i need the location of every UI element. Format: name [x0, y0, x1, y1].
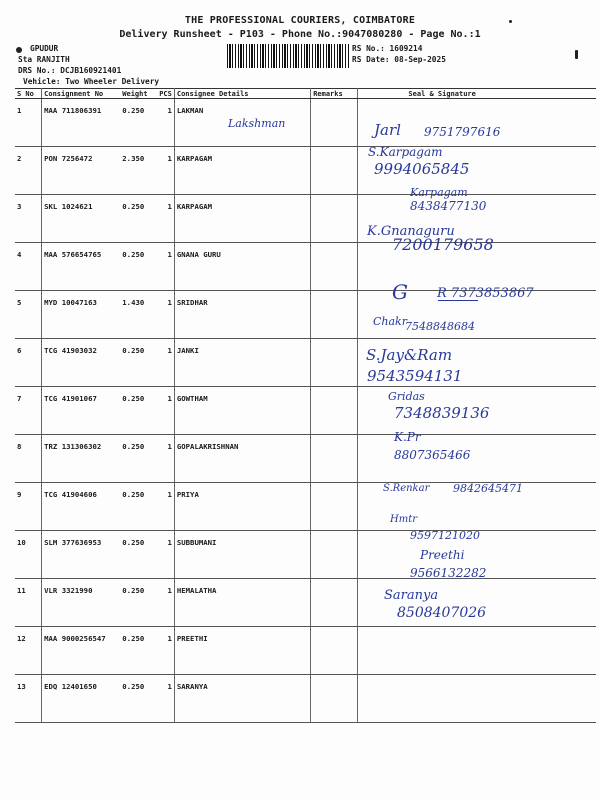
cell-pcs: 1: [157, 675, 174, 723]
cell-consignee: GOWTHAM: [174, 387, 310, 435]
cell-sno: 7: [15, 387, 42, 435]
cell-consignee: KARPAGAM: [174, 147, 310, 195]
cell-weight: 0.250: [120, 579, 157, 627]
cell-sno: 3: [15, 195, 42, 243]
cell-remarks: [311, 387, 358, 435]
cell-remarks: [311, 99, 358, 147]
handwritten-phone: 9751797616: [424, 125, 501, 139]
cell-consignee: SUBBUMANI: [174, 531, 310, 579]
cell-consignment: EDQ 12401650: [42, 675, 121, 723]
col-header: Consignee Details: [174, 89, 310, 99]
handwritten-signature: Saranya: [384, 588, 439, 603]
cell-weight: 0.250: [120, 435, 157, 483]
cell-consignment: TCG 41904606: [42, 483, 121, 531]
cell-remarks: [311, 531, 358, 579]
handwritten-signature: Preethi: [420, 548, 465, 562]
handwritten-phone: 9543594131: [367, 367, 463, 385]
cell-remarks: [311, 579, 358, 627]
handwritten-signature: K.Gnanaguru: [367, 224, 455, 239]
handwritten-signature: S.Jay&Ram: [366, 346, 453, 364]
cell-weight: 2.350: [120, 147, 157, 195]
scan-speck: [575, 50, 578, 59]
cell-consignee: JANKI: [174, 339, 310, 387]
cell-pcs: 1: [157, 243, 174, 291]
cell-pcs: 1: [157, 291, 174, 339]
handwritten-phone: 9597121020: [410, 529, 480, 542]
handwritten-phone: 7200179658: [392, 235, 494, 254]
cell-consignee: PRIYA: [174, 483, 310, 531]
cell-sno: 8: [15, 435, 42, 483]
handwritten-note: Lakshman: [228, 117, 286, 130]
col-header: Consignment No: [42, 89, 121, 99]
cell-consignment: PON 7256472: [42, 147, 121, 195]
cell-pcs: 1: [157, 147, 174, 195]
cell-consignment: MAA 576654765: [42, 243, 121, 291]
cell-pcs: 1: [157, 531, 174, 579]
cell-consignment: MYD 10047163: [42, 291, 121, 339]
cell-weight: 1.430: [120, 291, 157, 339]
cell-consignee: HEMALATHA: [174, 579, 310, 627]
cell-weight: 0.250: [120, 195, 157, 243]
table-header-row: [15, 89, 596, 99]
cell-pcs: 1: [157, 483, 174, 531]
col-header: Remarks: [311, 89, 358, 99]
handwritten-phone: 7348839136: [394, 404, 490, 422]
cell-consignment: TRZ 131306302: [42, 435, 121, 483]
signature-stroke: [438, 300, 478, 301]
col-header: Seal & Signature: [358, 89, 596, 99]
cell-remarks: [311, 675, 358, 723]
cell-weight: 0.250: [120, 675, 157, 723]
cell-consignment: TCG 41903032: [42, 339, 121, 387]
cell-pcs: 1: [157, 339, 174, 387]
company-title: THE PROFESSIONAL COURIERS, COIMBATORE: [184, 15, 416, 26]
col-header: PCS: [157, 89, 174, 99]
cell-remarks: [311, 483, 358, 531]
handwritten-signature: K.Pr: [394, 430, 421, 444]
cell-pcs: 1: [157, 99, 174, 147]
cell-consignee: SARANYA: [174, 675, 310, 723]
scan-speck: [16, 47, 22, 53]
cell-pcs: 1: [157, 387, 174, 435]
table-row: [15, 531, 596, 579]
cell-weight: 0.250: [120, 243, 157, 291]
cell-consignee: SRIDHAR: [174, 291, 310, 339]
table-row: [15, 147, 596, 195]
handwritten-signature: G: [392, 280, 408, 304]
table-body: [15, 99, 596, 723]
cell-sno: 13: [15, 675, 42, 723]
cell-consignment: MAA 711806391: [42, 99, 121, 147]
barcode: [227, 44, 349, 68]
cell-pcs: 1: [157, 627, 174, 675]
cell-pcs: 1: [157, 435, 174, 483]
table-row: [15, 99, 596, 147]
cell-sno: 6: [15, 339, 42, 387]
col-header: S No: [15, 89, 42, 99]
cell-sno: 2: [15, 147, 42, 195]
cell-weight: 0.250: [120, 531, 157, 579]
table-row: [15, 579, 596, 627]
handwritten-signature: Karpagam: [410, 186, 468, 199]
handwritten-signature: S.Karpagam: [368, 145, 443, 159]
table-row: [15, 627, 596, 675]
cell-sno: 1: [15, 99, 42, 147]
handwritten-signature: Chakr: [373, 315, 407, 328]
cell-consignee: LAKMAN: [174, 99, 310, 147]
runsheet-subtitle: Delivery Runsheet - P103 - Phone No.:9047080280 - Page No.:1: [119, 29, 481, 40]
handwritten-signature: S.Renkar: [383, 483, 430, 494]
cell-pcs: 1: [157, 195, 174, 243]
cell-remarks: [311, 627, 358, 675]
cell-consignee: GOPALAKRISHNAN: [174, 435, 310, 483]
table-row: [15, 675, 596, 723]
rs-date: RS Date: 08-Sep-2025: [352, 55, 446, 64]
handwritten-signature: Gridas: [388, 390, 425, 403]
cell-sno: 5: [15, 291, 42, 339]
handwritten-phone: R 7373853867: [437, 286, 534, 301]
cell-remarks: [311, 291, 358, 339]
cell-sno: 10: [15, 531, 42, 579]
cell-remarks: [311, 339, 358, 387]
cell-consignment: SKL 1024621: [42, 195, 121, 243]
cell-sno: 12: [15, 627, 42, 675]
vehicle-line: Vehicle: Two Wheeler Delivery: [23, 77, 160, 86]
cell-consignment: TCG 41901067: [42, 387, 121, 435]
handwritten-phone: 8438477130: [410, 199, 487, 213]
cell-remarks: [311, 195, 358, 243]
cell-weight: 0.250: [120, 387, 157, 435]
table-row: [15, 243, 596, 291]
cell-consignment: SLM 377636953: [42, 531, 121, 579]
cell-consignment: MAA 9000256547: [42, 627, 121, 675]
cell-seal-signature: [358, 675, 596, 723]
rs-number: RS No.: 1609214: [352, 44, 423, 53]
cell-remarks: [311, 243, 358, 291]
handwritten-phone: 8807365466: [394, 448, 471, 462]
cell-remarks: [311, 147, 358, 195]
branch-line: GPUDUR: [30, 44, 59, 53]
handwritten-phone: 9566132282: [410, 566, 487, 580]
cell-seal-signature: [358, 627, 596, 675]
cell-sno: 4: [15, 243, 42, 291]
col-header: Weight: [120, 89, 157, 99]
handwritten-signature: Hmtr: [390, 514, 418, 525]
handwritten-phone: 8508407026: [397, 605, 487, 621]
cell-weight: 0.250: [120, 99, 157, 147]
table-row: [15, 435, 596, 483]
table-row: [15, 387, 596, 435]
cell-sno: 9: [15, 483, 42, 531]
table-row: [15, 339, 596, 387]
cell-weight: 0.250: [120, 627, 157, 675]
handwritten-phone: 9994065845: [374, 160, 470, 178]
cell-weight: 0.250: [120, 483, 157, 531]
cell-consignee: GNANA GURU: [174, 243, 310, 291]
cell-consignment: VLR 3321990: [42, 579, 121, 627]
cell-consignee: KARPAGAM: [174, 195, 310, 243]
drs-number: DRS No.: DCJB160921401: [18, 66, 122, 75]
cell-remarks: [311, 435, 358, 483]
cell-consignee: PREETHI: [174, 627, 310, 675]
handwritten-phone: 9842645471: [453, 482, 523, 495]
cell-weight: 0.250: [120, 339, 157, 387]
handwritten-signature: Jarl: [374, 121, 401, 139]
cell-sno: 11: [15, 579, 42, 627]
table-row: [15, 195, 596, 243]
staff-line: Sta RANJITH: [18, 55, 70, 64]
handwritten-phone: 7548848684: [405, 320, 475, 333]
deliveries-table: [15, 88, 596, 723]
cell-pcs: 1: [157, 579, 174, 627]
